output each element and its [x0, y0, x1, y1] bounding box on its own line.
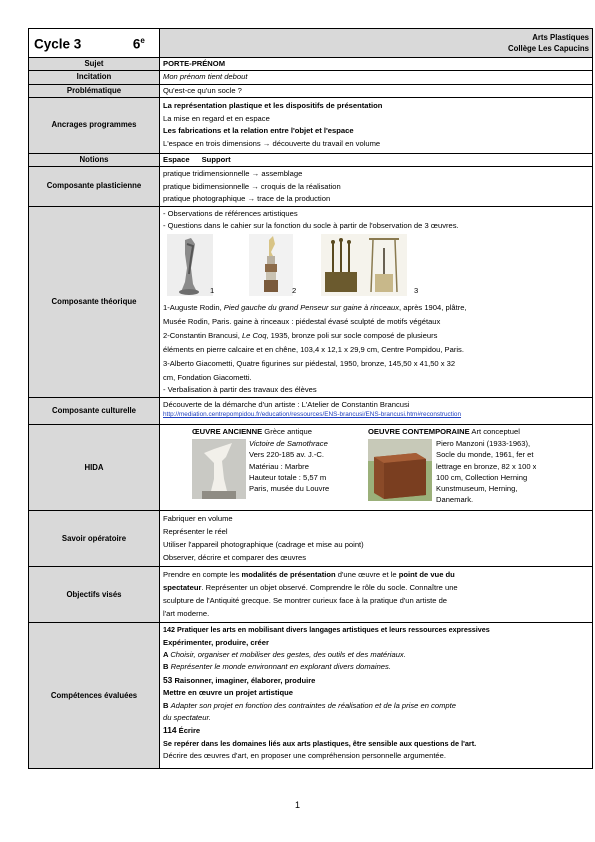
objectifs-line-1: Prendre en compte les modalités de présentation d'une œuvre et le point de vue du	[163, 570, 455, 580]
hida-content	[160, 425, 593, 511]
cycle-label: Cycle 3	[34, 36, 82, 52]
reference-giacometti: 3-Alberto Giacometti, Quatre figurines sur piédestal, 1950, bronze, 145,50 x 41,50 x 32	[163, 359, 456, 369]
ancrages-content	[160, 98, 593, 154]
reference-rodin: 1-Auguste Rodin, Pied gauche du grand Penseur sur gaine à rinceaux, après 1904, plâtre,	[163, 303, 467, 313]
competence-142: 142 Pratiquer les arts en mobilisant divers langages artistiques et leurs ressources expressives	[163, 625, 490, 635]
savoir-line: Représenter le réel	[163, 526, 228, 536]
reference-rodin-detail: Musée Rodin, Paris. gaine à rinceaux : piédestal évasé sculpté de motifs végétaux	[163, 317, 441, 327]
incitation-value: Mon prénom tient debout	[160, 71, 593, 85]
objectifs-line-3: sculpture de l'Antiquité grecque. Se montrer curieux face à la pratique d'un artiste de	[163, 596, 448, 606]
culturelle-content	[160, 398, 593, 425]
culturelle-label: Composante culturelle	[29, 398, 160, 425]
ancient-location: Paris, musée du Louvre	[249, 483, 330, 493]
theorique-content	[160, 207, 593, 398]
competence-142-sub: Expérimenter, produire, créer	[163, 637, 269, 647]
plasticienne-line: pratique bidimensionnelle → croquis de la réalisation	[163, 181, 341, 191]
brancusi-image	[249, 234, 293, 296]
notion-support: Support	[201, 154, 231, 164]
competence-53-sub: Mettre en œuvre un projet artistique	[163, 688, 293, 698]
plasticienne-label: Composante plasticienne	[29, 167, 160, 207]
savoir-line: Fabriquer en volume	[163, 514, 233, 524]
image-number-1: 1	[210, 286, 215, 296]
contemporary-country: Danemark.	[436, 495, 474, 505]
competences-content	[160, 623, 593, 769]
ancrages-label: Ancrages programmes	[29, 98, 160, 154]
rodin-image	[167, 234, 213, 296]
image-number-2: 2	[292, 286, 297, 296]
competence-53-b-cont: du spectateur.	[163, 712, 211, 722]
competence-114-sub: Se repérer dans les domaines liés aux arts plastiques, être sensible aux questions de l'art.	[163, 738, 477, 748]
contemporary-details	[436, 438, 536, 505]
contemporary-heading: OEUVRE CONTEMPORAINE Art conceptuel	[368, 427, 520, 437]
ancient-date: Vers 220-185 av. J.-C.	[249, 450, 324, 460]
subject-school-cell	[160, 29, 593, 58]
reference-brancusi-detail: éléments en pierre calcaire et en chêne, 103,4 x 12,1 x 29,9 cm, Centre Pompidou, Paris.	[163, 345, 464, 355]
giacometti-image	[321, 234, 407, 296]
hida-ancient-block	[192, 427, 362, 493]
contemporary-title: Socle du monde, 1961, fer et	[436, 450, 534, 460]
hida-contemporary-block	[368, 427, 590, 505]
savoir-label: Savoir opératoire	[29, 511, 160, 567]
cycle-level-cell	[29, 29, 160, 58]
theorique-intro-observations: - Observations de références artistiques	[163, 209, 298, 219]
level-sup: e	[140, 36, 145, 46]
image-number-3: 3	[414, 286, 419, 296]
problematique-label: Problématique	[29, 85, 160, 98]
level-label: 6	[132, 36, 141, 52]
competence-142-a: A Choisir, organiser et mobiliser des gestes, des outils et des matériaux.	[163, 649, 406, 659]
plasticienne-content	[160, 167, 593, 207]
savoir-line: Utiliser l'appareil photographique (cadrage et mise au point)	[163, 539, 364, 549]
socle-du-monde-image	[368, 439, 432, 501]
competence-114: 114 Écrire	[163, 725, 201, 736]
objectifs-line-4: l'art moderne.	[163, 609, 210, 619]
objectifs-line-2: spectateur. Représenter un objet observé. Comprendre le rôle du socle. Connaître une	[163, 583, 458, 593]
ancrage-line: Les fabrications et la relation entre l'objet et l'espace	[163, 126, 354, 135]
sujet-label: Sujet	[29, 58, 160, 71]
contemporary-artist: Piero Manzoni (1933-1963),	[436, 439, 531, 449]
competence-142-b: B Représenter le monde environnant en explorant divers domaines.	[163, 662, 391, 672]
page-number: 1	[294, 800, 300, 810]
theorique-outro: - Verbalisation à partir des travaux des élèves	[163, 385, 317, 395]
plasticienne-line: pratique photographique → trace de la production	[163, 194, 331, 204]
problematique-value: Qu'est-ce qu'un socle ?	[160, 85, 593, 98]
objectifs-label: Objectifs visés	[29, 567, 160, 623]
ancient-heading: ŒUVRE ANCIENNE Grèce antique	[192, 427, 312, 437]
incitation-label: Incitation	[29, 71, 160, 85]
ancient-material: Matériau : Marbre	[249, 461, 309, 471]
objectifs-content	[160, 567, 593, 623]
ancrage-line: L'espace en trois dimensions → découverte du travail en volume	[163, 138, 381, 148]
culturelle-link[interactable]: http://mediation.centrepompidou.fr/education/ressources/ENS-brancusi/ENS-brancusi.htm#reconstruction	[163, 411, 462, 419]
school-name: Collège Les Capucins	[507, 44, 589, 53]
ancient-details	[249, 438, 329, 494]
plasticienne-line: pratique tridimensionnelle → assemblage	[163, 169, 303, 178]
contemporary-material: lettrage en bronze, 82 x 100 x	[436, 461, 537, 471]
ancient-height: Hauteur totale : 5,57 m	[249, 472, 327, 482]
ancrage-line: La représentation plastique et les dispositifs de présentation	[163, 101, 383, 110]
sujet-value: PORTE-PRÉNOM	[160, 58, 593, 71]
artwork-images	[163, 233, 589, 301]
subject-name: Arts Plastiques	[532, 33, 589, 42]
contemporary-size: 100 cm, Collection Herning	[436, 472, 528, 482]
savoir-line: Observer, décrire et comparer des œuvres	[163, 552, 307, 562]
contemporary-location: Kunstmuseum, Herning,	[436, 483, 518, 493]
ancient-title: Victoire de Samothrace	[249, 439, 328, 449]
theorique-intro-questions: - Questions dans le cahier sur la fonction du socle à partir de l'observation de 3 œuvres.	[163, 220, 459, 230]
competence-53: 53 Raisonner, imaginer, élaborer, produire	[163, 674, 316, 685]
competence-53-b: B Adapter son projet en fonction des contraintes de réalisation et de la prise en compte	[163, 700, 456, 710]
reference-giacometti-detail: cm, Fondation Giacometti.	[163, 373, 252, 383]
notions-value	[160, 154, 593, 167]
theorique-label: Composante théorique	[29, 207, 160, 398]
culturelle-text: Découverte de la démarche d'un artiste : L'Atelier de Constantin Brancusi	[163, 400, 410, 410]
lesson-sheet-table	[28, 28, 593, 769]
competence-114-last: Décrire des œuvres d'art, en proposer une compréhension personnelle argumentée.	[163, 751, 446, 761]
ancrage-line: La mise en regard et en espace	[163, 113, 270, 123]
competences-label: Compétences évaluées	[29, 623, 160, 769]
reference-brancusi: 2-Constantin Brancusi, Le Coq, 1935, bronze poli sur socle composé de plusieurs	[163, 331, 438, 341]
savoir-content	[160, 511, 593, 567]
victoire-samothrace-image	[192, 439, 246, 499]
hida-label: HIDA	[29, 425, 160, 511]
notion-espace: Espace	[163, 154, 190, 164]
notions-label: Notions	[29, 154, 160, 167]
